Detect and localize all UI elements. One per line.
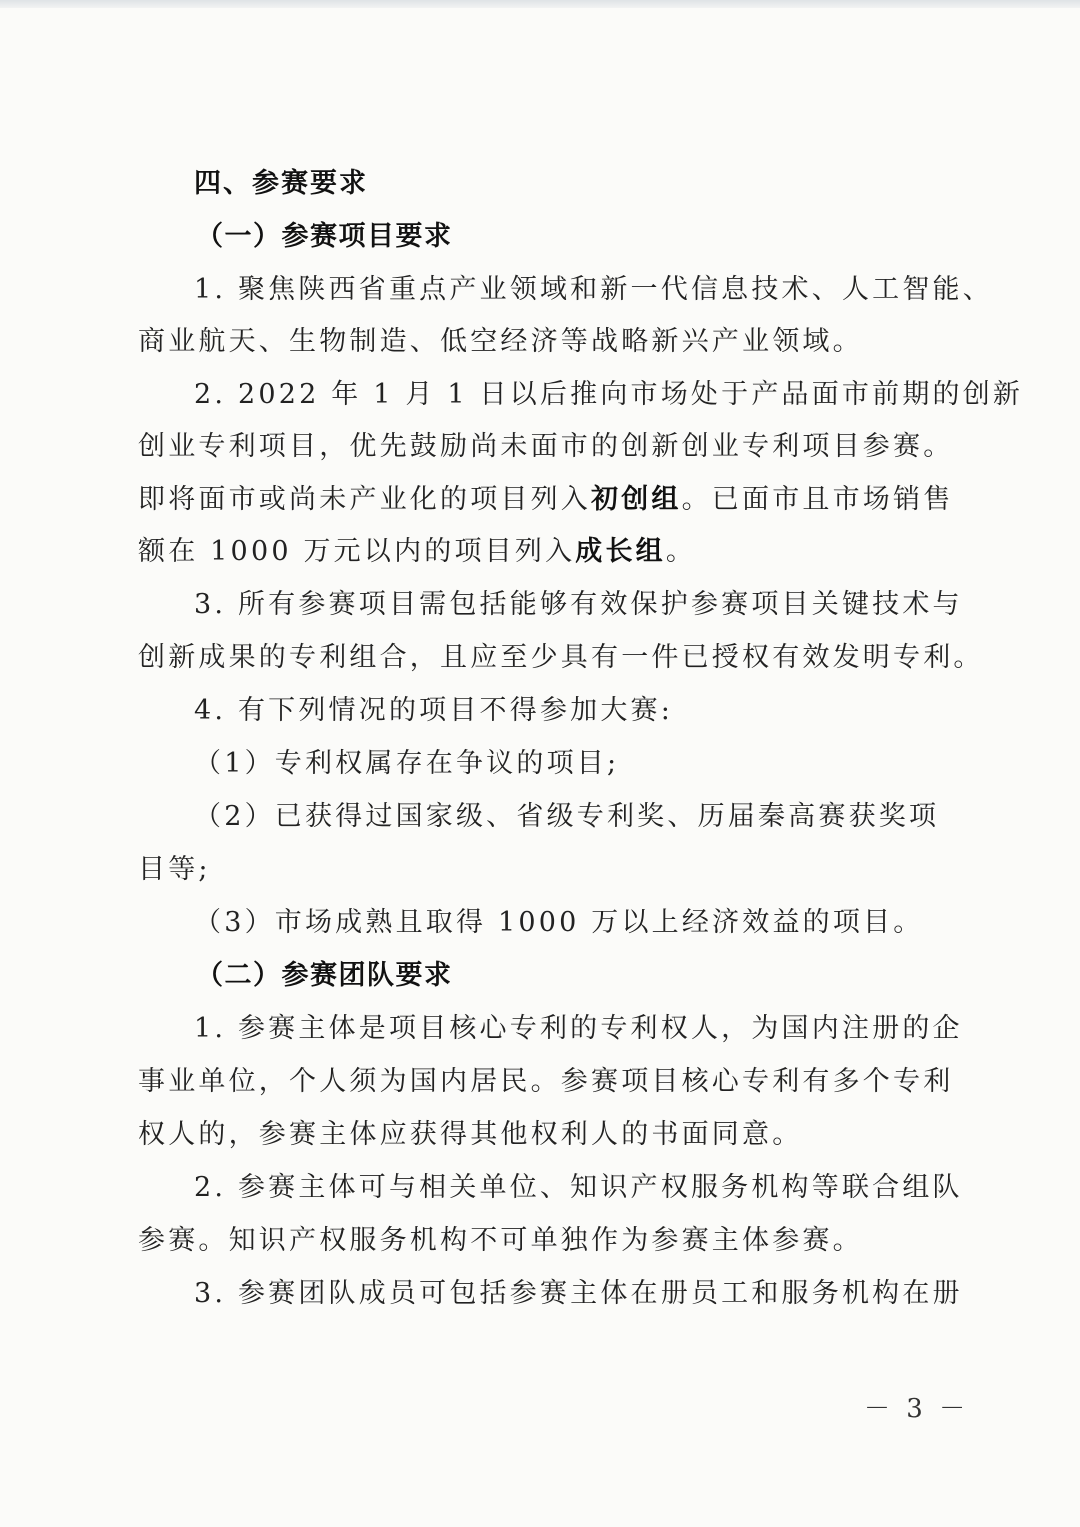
- paragraph-2-line-3: [138, 474, 953, 526]
- group-growth-label: 成长组: [575, 536, 666, 567]
- team-paragraph-1-line-2: 事业单位，个人须为国内居民。参赛项目核心专利有多个专利: [138, 1066, 954, 1097]
- paragraph-3-line-1: 3. 所有参赛项目需包括能够有效保护参赛项目关键技术与: [194, 589, 963, 620]
- section-heading-4: 四、参赛要求: [194, 168, 368, 199]
- paragraph-2-line-1: 2. 2022 年 1 月 1 日以后推向市场处于产品面市前期的创新: [194, 379, 1024, 410]
- team-paragraph-2-line-1: 2. 参赛主体可与相关单位、知识产权服务机构等联合组队: [194, 1172, 963, 1203]
- team-paragraph-3-line-1: 3. 参赛团队成员可包括参赛主体在册员工和服务机构在册: [194, 1278, 963, 1309]
- scan-edge: [0, 0, 1080, 8]
- exclusion-item-2-line-2: 目等;: [138, 854, 211, 885]
- subsection-heading-1: （一）参赛项目要求: [196, 221, 453, 252]
- team-paragraph-2-line-2: 参赛。知识产权服务机构不可单独作为参赛主体参赛。: [138, 1225, 863, 1256]
- paragraph-2-line-3-text-a: 即将面市或尚未产业化的项目列入: [138, 484, 591, 515]
- paragraph-2-line-2: 创业专利项目，优先鼓励尚未面市的创新创业专利项目参赛。: [138, 431, 954, 462]
- subsection-heading-2: （二）参赛团队要求: [196, 960, 453, 991]
- paragraph-1-line-1: 1. 聚焦陕西省重点产业领域和新一代信息技术、人工智能、: [194, 274, 993, 305]
- group-startup-label: 初创组: [591, 484, 682, 515]
- paragraph-3-line-2: 创新成果的专利组合，且应至少具有一件已授权有效发明专利。: [138, 642, 984, 673]
- paragraph-2-line-3-text-b: 。已面市且市场销售: [681, 484, 954, 515]
- team-paragraph-1-line-1: 1. 参赛主体是项目核心专利的专利权人，为国内注册的企: [194, 1013, 963, 1044]
- exclusion-item-2-line-1: （2）已获得过国家级、省级专利奖、历届秦高赛获奖项: [194, 801, 940, 832]
- paragraph-2-line-4-text-a: 额在 1000 万元以内的项目列入: [138, 536, 576, 567]
- page-number: － 3 －: [864, 1394, 970, 1424]
- paragraph-2-line-4: [138, 526, 696, 578]
- paragraph-1-line-2: 商业航天、生物制造、低空经济等战略新兴产业领域。: [138, 326, 863, 357]
- exclusion-item-3: （3）市场成熟且取得 1000 万以上经济效益的项目。: [194, 907, 924, 938]
- team-paragraph-1-line-3: 权人的，参赛主体应获得其他权利人的书面同意。: [138, 1119, 803, 1150]
- exclusion-item-1: （1）专利权属存在争议的项目;: [194, 748, 620, 779]
- paragraph-4: 4. 有下列情况的项目不得参加大赛:: [194, 695, 674, 726]
- paragraph-2-line-4-text-b: 。: [665, 536, 697, 567]
